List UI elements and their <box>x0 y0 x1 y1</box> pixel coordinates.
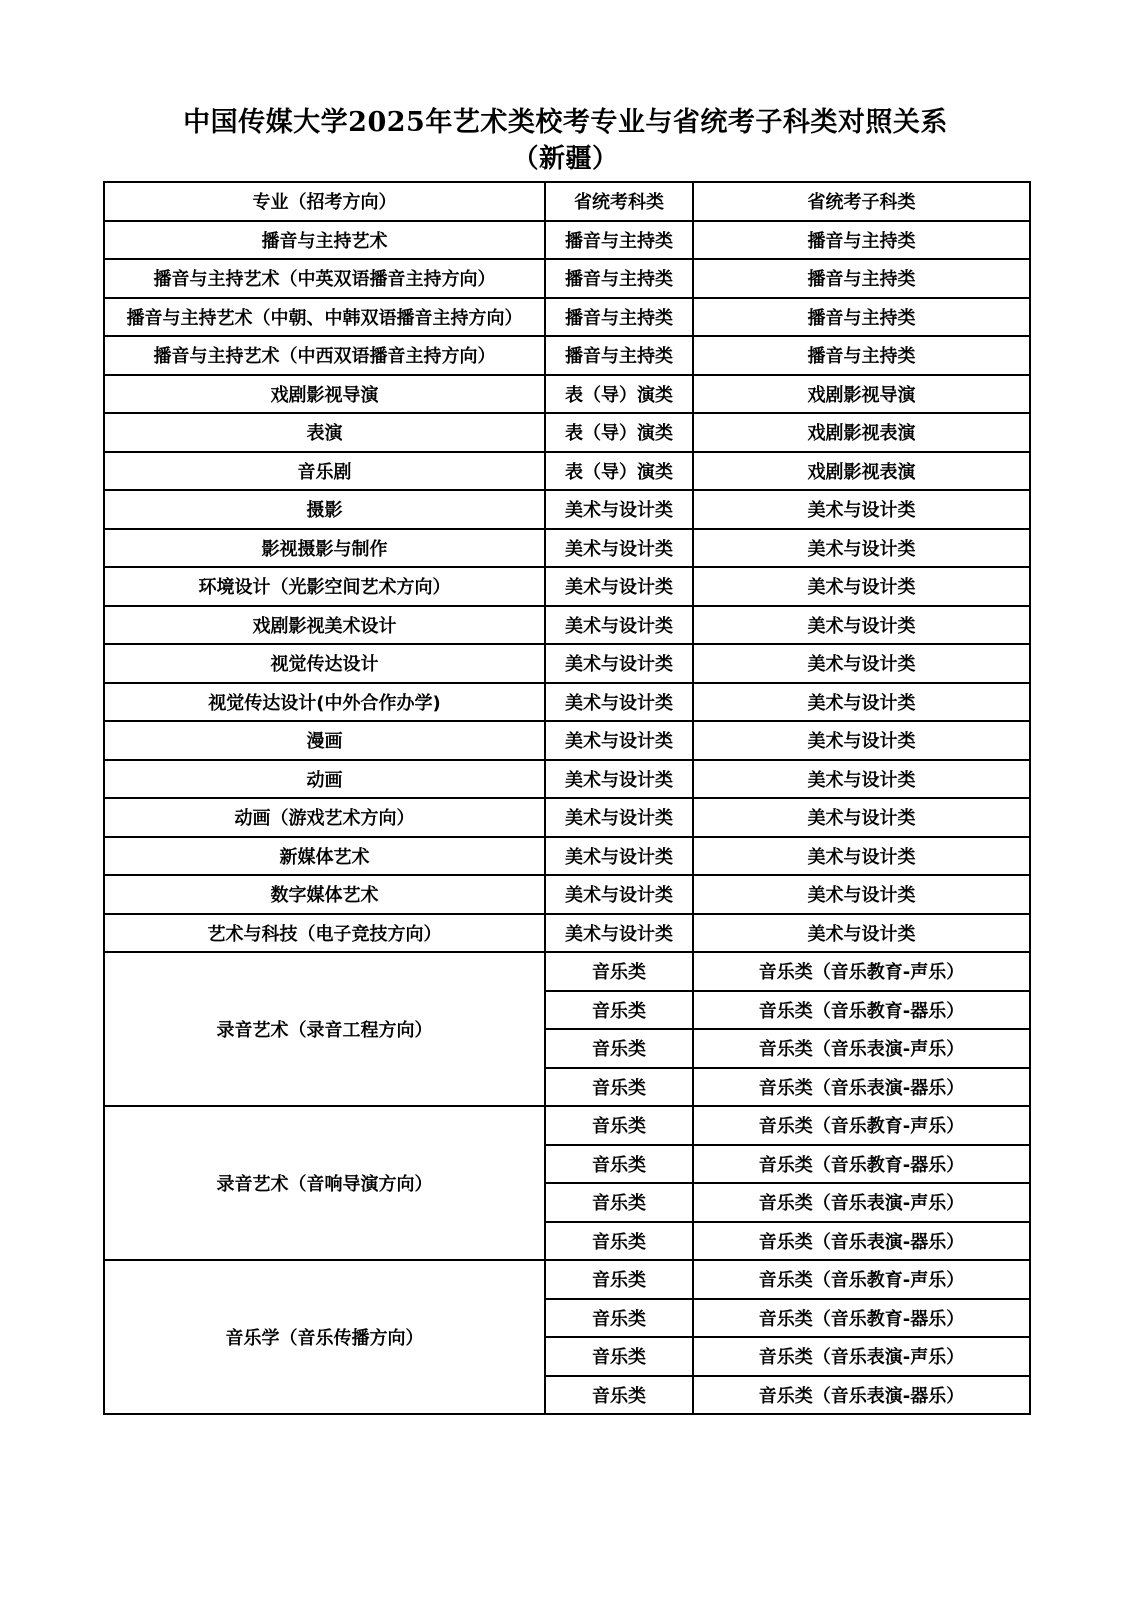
table-row <box>104 952 1030 991</box>
subcategory-cell: 美术与设计类 <box>693 490 1030 529</box>
category-cell: 音乐类 <box>545 991 693 1030</box>
category-cell: 美术与设计类 <box>545 837 693 876</box>
category-cell: 音乐类 <box>545 1222 693 1261</box>
subcategory-cell: 美术与设计类 <box>693 683 1030 722</box>
subcategory-cell: 音乐类（音乐教育-声乐） <box>693 1260 1030 1299</box>
table-body <box>104 221 1030 1415</box>
major-cell: 录音艺术（录音工程方向） <box>104 952 545 1106</box>
table-row <box>104 375 1030 414</box>
subcategory-cell: 戏剧影视表演 <box>693 413 1030 452</box>
subcategory-cell: 音乐类（音乐教育-声乐） <box>693 1106 1030 1145</box>
category-cell: 美术与设计类 <box>545 760 693 799</box>
table-row <box>104 567 1030 606</box>
major-cell: 播音与主持艺术（中英双语播音主持方向） <box>104 259 545 298</box>
major-cell: 新媒体艺术 <box>104 837 545 876</box>
category-cell: 美术与设计类 <box>545 798 693 837</box>
table-row <box>104 413 1030 452</box>
major-cell: 音乐剧 <box>104 452 545 491</box>
subcategory-cell: 美术与设计类 <box>693 567 1030 606</box>
major-cell: 戏剧影视导演 <box>104 375 545 414</box>
category-cell: 美术与设计类 <box>545 606 693 645</box>
document-title: 中国传媒大学2025年艺术类校考专业与省统考子科类对照关系 <box>183 107 948 138</box>
major-cell: 艺术与科技（电子竞技方向） <box>104 914 545 953</box>
table-row <box>104 529 1030 568</box>
major-cell: 摄影 <box>104 490 545 529</box>
category-cell: 美术与设计类 <box>545 721 693 760</box>
category-cell: 音乐类 <box>545 1337 693 1376</box>
major-cell: 戏剧影视美术设计 <box>104 606 545 645</box>
document-subtitle: （新疆） <box>512 144 619 174</box>
subcategory-cell: 音乐类（音乐表演-声乐） <box>693 1183 1030 1222</box>
category-cell: 美术与设计类 <box>545 644 693 683</box>
category-cell: 音乐类 <box>545 1106 693 1145</box>
subcategory-cell: 音乐类（音乐表演-器乐） <box>693 1068 1030 1107</box>
subcategory-cell: 美术与设计类 <box>693 606 1030 645</box>
major-cell: 漫画 <box>104 721 545 760</box>
table-row <box>104 259 1030 298</box>
subcategory-cell: 播音与主持类 <box>693 336 1030 375</box>
table-row <box>104 490 1030 529</box>
table-row <box>104 336 1030 375</box>
table-header-row <box>104 182 1030 221</box>
category-cell: 播音与主持类 <box>545 221 693 260</box>
header-major: 专业（招考方向） <box>104 182 545 221</box>
category-cell: 表（导）演类 <box>545 375 693 414</box>
subcategory-cell: 美术与设计类 <box>693 644 1030 683</box>
subcategory-cell: 音乐类（音乐表演-器乐） <box>693 1376 1030 1415</box>
major-cell: 录音艺术（音响导演方向） <box>104 1106 545 1260</box>
category-cell: 音乐类 <box>545 1299 693 1338</box>
major-cell: 视觉传达设计(中外合作办学) <box>104 683 545 722</box>
table-row <box>104 760 1030 799</box>
table-row <box>104 683 1030 722</box>
category-cell: 美术与设计类 <box>545 567 693 606</box>
table-row <box>104 1260 1030 1299</box>
category-cell: 表（导）演类 <box>545 413 693 452</box>
subcategory-cell: 美术与设计类 <box>693 760 1030 799</box>
table-row <box>104 721 1030 760</box>
major-cell: 播音与主持艺术（中西双语播音主持方向） <box>104 336 545 375</box>
table-row <box>104 875 1030 914</box>
major-cell: 数字媒体艺术 <box>104 875 545 914</box>
table-row <box>104 221 1030 260</box>
category-cell: 播音与主持类 <box>545 259 693 298</box>
table-row <box>104 298 1030 337</box>
table-row <box>104 914 1030 953</box>
category-cell: 音乐类 <box>545 1029 693 1068</box>
subcategory-cell: 美术与设计类 <box>693 875 1030 914</box>
subcategory-cell: 播音与主持类 <box>693 298 1030 337</box>
major-cell: 音乐学（音乐传播方向） <box>104 1260 545 1414</box>
header-category: 省统考科类 <box>545 182 693 221</box>
category-cell: 音乐类 <box>545 1183 693 1222</box>
major-cell: 表演 <box>104 413 545 452</box>
category-cell: 美术与设计类 <box>545 529 693 568</box>
table-row <box>104 644 1030 683</box>
table-row <box>104 798 1030 837</box>
category-cell: 美术与设计类 <box>545 914 693 953</box>
category-cell: 音乐类 <box>545 1145 693 1184</box>
subcategory-cell: 音乐类（音乐表演-声乐） <box>693 1337 1030 1376</box>
table-row <box>104 606 1030 645</box>
subcategory-cell: 播音与主持类 <box>693 259 1030 298</box>
subcategory-cell: 美术与设计类 <box>693 798 1030 837</box>
subcategory-cell: 音乐类（音乐教育-器乐） <box>693 1299 1030 1338</box>
table-row <box>104 452 1030 491</box>
subcategory-cell: 美术与设计类 <box>693 721 1030 760</box>
category-cell: 播音与主持类 <box>545 298 693 337</box>
subcategory-cell: 音乐类（音乐教育-器乐） <box>693 991 1030 1030</box>
category-cell: 表（导）演类 <box>545 452 693 491</box>
major-cell: 环境设计（光影空间艺术方向） <box>104 567 545 606</box>
subcategory-cell: 音乐类（音乐教育-器乐） <box>693 1145 1030 1184</box>
major-cell: 播音与主持艺术 <box>104 221 545 260</box>
subcategory-cell: 美术与设计类 <box>693 914 1030 953</box>
subcategory-cell: 音乐类（音乐表演-器乐） <box>693 1222 1030 1261</box>
major-cell: 影视摄影与制作 <box>104 529 545 568</box>
subcategory-cell: 戏剧影视表演 <box>693 452 1030 491</box>
category-cell: 音乐类 <box>545 1376 693 1415</box>
subcategory-cell: 美术与设计类 <box>693 837 1030 876</box>
table-row <box>104 1106 1030 1145</box>
major-cell: 播音与主持艺术（中朝、中韩双语播音主持方向） <box>104 298 545 337</box>
category-cell: 音乐类 <box>545 1260 693 1299</box>
major-cell: 动画 <box>104 760 545 799</box>
major-cell: 视觉传达设计 <box>104 644 545 683</box>
subcategory-cell: 音乐类（音乐表演-声乐） <box>693 1029 1030 1068</box>
subcategory-cell: 美术与设计类 <box>693 529 1030 568</box>
mapping-table <box>103 181 1031 1415</box>
category-cell: 美术与设计类 <box>545 875 693 914</box>
subcategory-cell: 音乐类（音乐教育-声乐） <box>693 952 1030 991</box>
category-cell: 美术与设计类 <box>545 683 693 722</box>
category-cell: 美术与设计类 <box>545 490 693 529</box>
subcategory-cell: 播音与主持类 <box>693 221 1030 260</box>
category-cell: 音乐类 <box>545 952 693 991</box>
subcategory-cell: 戏剧影视导演 <box>693 375 1030 414</box>
table-row <box>104 837 1030 876</box>
major-cell: 动画（游戏艺术方向） <box>104 798 545 837</box>
category-cell: 播音与主持类 <box>545 336 693 375</box>
category-cell: 音乐类 <box>545 1068 693 1107</box>
header-subcategory: 省统考子科类 <box>693 182 1030 221</box>
